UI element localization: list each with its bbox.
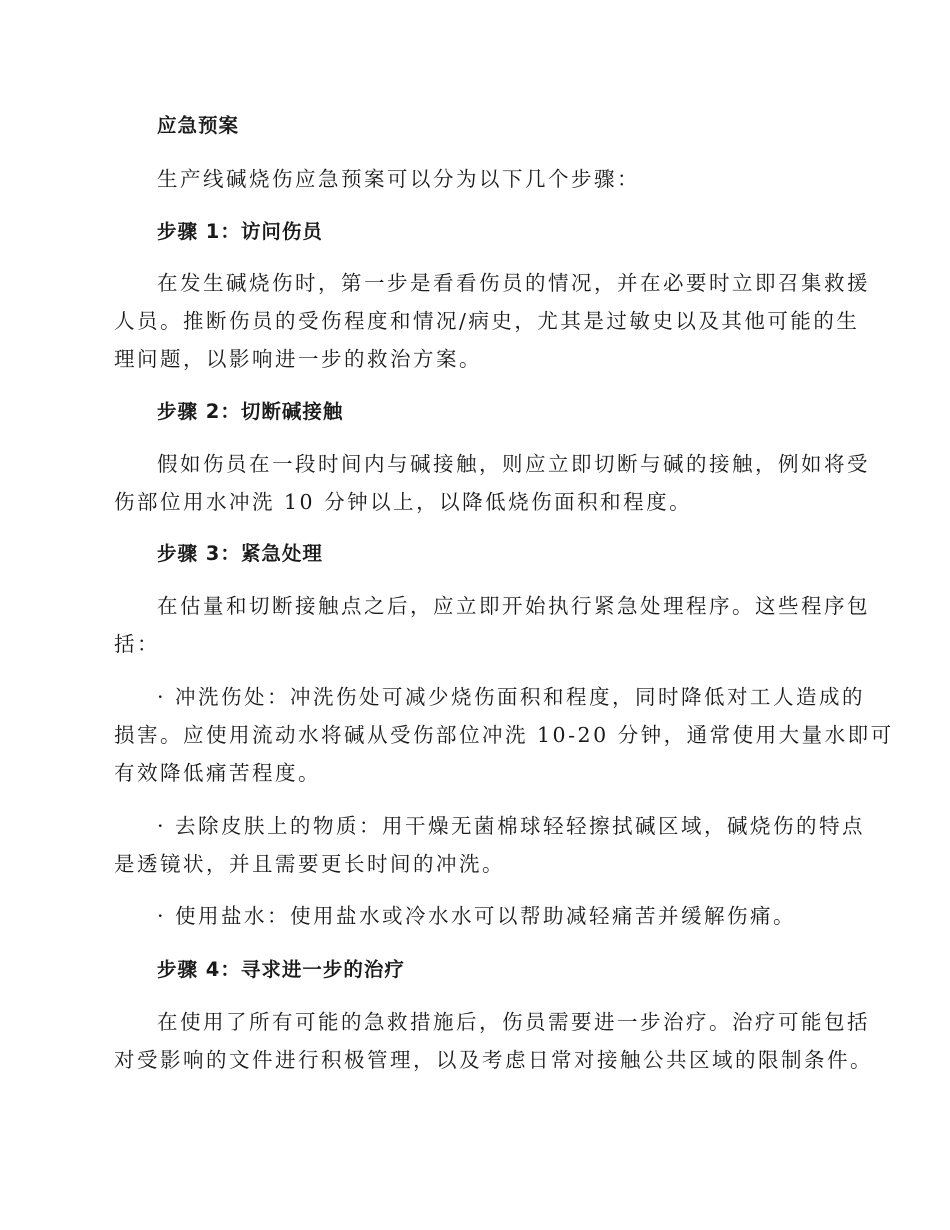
step4-heading: 步骤 4：寻求进一步的治疗 <box>157 958 405 981</box>
bullet1-line-2: 损害。应使用流动水将碱从受伤部位冲洗 10-20 分钟，通常使用大量水即可 <box>114 723 894 747</box>
step3-line-2: 括： <box>114 632 160 656</box>
step1-line-1: 在发生碱烧伤时，第一步是看看伤员的情况，并在必要时立即召集救援 <box>157 271 870 295</box>
step3-line-1: 在估量和切断接触点之后，应立即开始执行紧急处理程序。这些程序包 <box>157 594 870 618</box>
bullet3-line-1: · 使用盐水：使用盐水或冷水水可以帮助减轻痛苦并缓解伤痛。 <box>157 904 797 928</box>
step1-line-2: 人员。推断伤员的受伤程度和情况/病史，尤其是过敏史以及其他可能的生 <box>114 309 860 333</box>
bullet2-line-1: · 去除皮肤上的物质：用干燥无菌棉球轻轻擦拭碱区域，碱烧伤的特点 <box>157 814 866 838</box>
step4-line-2: 对受影响的文件进行积极管理，以及考虑日常对接触公共区域的限制条件。 <box>114 1048 873 1072</box>
intro-text: 生产线碱烧伤应急预案可以分为以下几个步骤： <box>157 167 640 191</box>
step2-line-1: 假如伤员在一段时间内与碱接触，则应立即切断与碱的接触，例如将受 <box>157 452 870 476</box>
document-title: 应急预案 <box>157 114 240 137</box>
bullet2-line-2: 是透镜状，并且需要更长时间的冲洗。 <box>114 852 505 876</box>
step3-heading: 步骤 3：紧急处理 <box>157 542 323 565</box>
step4-line-1: 在使用了所有可能的急救措施后，伤员需要进一步治疗。治疗可能包括 <box>157 1010 870 1034</box>
step1-heading: 步骤 1：访问伤员 <box>157 220 323 243</box>
bullet1-line-1: · 冲洗伤处：冲洗伤处可减少烧伤面积和程度，同时降低对工人造成的 <box>157 685 866 709</box>
step2-heading: 步骤 2：切断碱接触 <box>157 400 344 423</box>
bullet1-line-3: 有效降低痛苦程度。 <box>114 761 321 785</box>
step1-line-3: 理问题，以影响进一步的救治方案。 <box>114 347 482 371</box>
step2-line-2: 伤部位用水冲洗 10 分钟以上，以降低烧伤面积和程度。 <box>114 490 693 514</box>
